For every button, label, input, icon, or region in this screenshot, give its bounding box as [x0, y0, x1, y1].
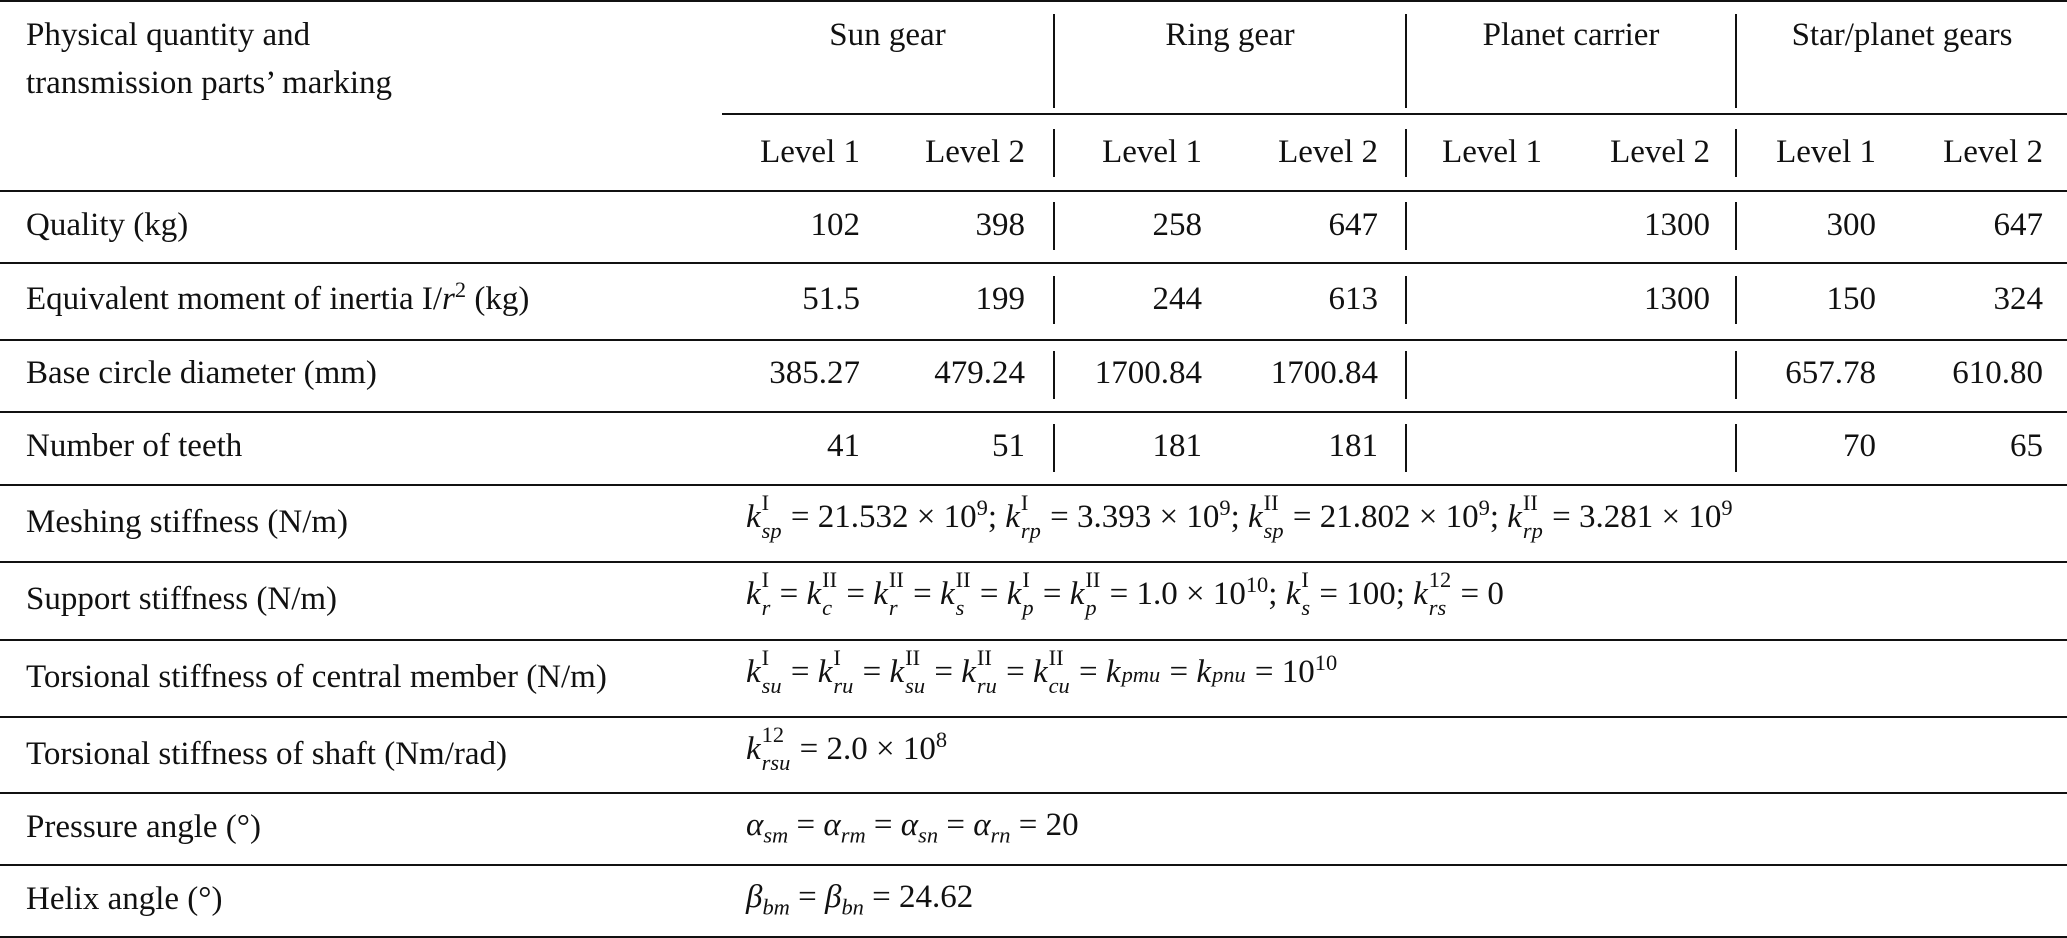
formula-torsional-shaft: k 12 rsu = $2.0 \times 10^8$: [746, 722, 948, 776]
row-divider: [1405, 202, 1407, 250]
cell-value: 479.24: [934, 355, 1025, 391]
cell-value: 1700.84: [1270, 355, 1378, 391]
row-divider: [1053, 351, 1055, 399]
header-first-col-line1: Physical quantity and: [26, 17, 311, 53]
cell-value: 199: [975, 281, 1025, 317]
row-divider: [1405, 351, 1407, 399]
rule-row: [0, 411, 2067, 413]
cell-value: 102: [810, 207, 860, 243]
formula-torsional-central: k I su = k I ru = k II su = k II ru = k II cu = k pmu = k pnu = $10^{10}$: [746, 645, 1338, 699]
cell-value: 51: [992, 428, 1025, 464]
cell-value: 244: [1152, 281, 1202, 317]
cell-value: 398: [975, 207, 1025, 243]
rule-group-sub: [722, 113, 2067, 115]
label-prefix: Equivalent moment of inertia I/: [26, 281, 443, 317]
cell-value: 41: [827, 428, 860, 464]
row-label-pressure: Pressure angle (°): [26, 809, 261, 845]
cell-value: 258: [1152, 207, 1202, 243]
cell-value: 181: [1152, 428, 1202, 464]
cell-value: 150: [1826, 281, 1876, 317]
header-star-planet-gears: Star/planet gears: [1791, 17, 2013, 53]
rule-row: [0, 639, 2067, 641]
cell-value: 300: [1826, 207, 1876, 243]
cell-value: 181: [1328, 428, 1378, 464]
cell-value: 657.78: [1785, 355, 1876, 391]
header-level: Level 2: [1943, 134, 2043, 170]
row-label-base-circle: Base circle diameter (mm): [26, 355, 377, 391]
cell-value: 51.5: [802, 281, 860, 317]
row-divider: [1053, 276, 1055, 324]
cell-value: 70: [1843, 428, 1876, 464]
rule-row: [0, 262, 2067, 264]
row-label-torsional-central: Torsional stiffness of central member (N/m): [26, 659, 607, 695]
row-label-helix: Helix angle (°): [26, 881, 223, 917]
header-level: Level 2: [1278, 134, 1378, 170]
row-label-torsional-shaft: Torsional stiffness of shaft (Nm/rad): [26, 736, 507, 772]
cell-value: 324: [1993, 281, 2043, 317]
rule-header-bottom: [0, 190, 2067, 192]
row-divider: [1053, 202, 1055, 250]
label-suffix: (kg): [466, 281, 530, 317]
rule-row: [0, 339, 2067, 341]
row-label-meshing: Meshing stiffness (N/m): [26, 504, 349, 540]
rule-row: [0, 484, 2067, 486]
header-first-col-line2: transmission parts’ marking: [26, 65, 392, 101]
cell-value: 65: [2010, 428, 2043, 464]
rule-top: [0, 0, 2067, 2]
row-label-teeth: Number of teeth: [26, 428, 243, 464]
rule-row: [0, 792, 2067, 794]
row-label-inertia: [26, 277, 530, 317]
header-level: Level 1: [760, 134, 860, 170]
header-level: Level 2: [1610, 134, 1710, 170]
cell-value: 1300: [1644, 207, 1710, 243]
header-level: Level 2: [925, 134, 1025, 170]
header-planet-carrier: Planet carrier: [1482, 17, 1660, 53]
cell-value: 613: [1328, 281, 1378, 317]
header-level: Level 1: [1776, 134, 1876, 170]
header-ring-gear: Ring gear: [1165, 17, 1295, 53]
rule-row: [0, 561, 2067, 563]
row-divider: [1405, 424, 1407, 472]
cell-value: 647: [1328, 207, 1378, 243]
row-divider: [1053, 424, 1055, 472]
cell-value: 610.80: [1952, 355, 2043, 391]
formula-support: k I r = k II c = k II r = k II s = k I p = k II p = $1.0 \times 10^{10}$; k I s = 100; k 12 rs = 0: [746, 567, 1504, 621]
formula-pressure: $\alpha_{sm} = \alpha_{rm} = \alpha_{sn} = \alpha_{rn} = 20$: [746, 807, 1079, 848]
label-var: r: [442, 281, 455, 317]
header-level: Level 1: [1442, 134, 1542, 170]
row-label-quality: Quality (kg): [26, 207, 189, 243]
cell-value: 1300: [1644, 281, 1710, 317]
formula-meshing: k I sp = $21.532 \times 10^9$; k I rp = $3.393 \times 10^9$; k II sp = $21.802 \times 10^9$; k II rp = $3.281 \times 10^9$: [746, 490, 1733, 544]
label-exp: 2: [454, 277, 467, 302]
rule-row: [0, 716, 2067, 718]
level-divider: [1053, 129, 1055, 177]
formula-helix: $\beta_{bm} = \beta_{bn} = 24.62$: [746, 879, 974, 920]
row-label-support: Support stiffness (N/m): [26, 581, 338, 617]
rule-row: [0, 864, 2067, 866]
header-level: Level 1: [1102, 134, 1202, 170]
header-sun-gear: Sun gear: [829, 17, 946, 53]
cell-value: 385.27: [769, 355, 860, 391]
cell-value: 647: [1993, 207, 2043, 243]
cell-value: 1700.84: [1094, 355, 1202, 391]
row-divider: [1405, 276, 1407, 324]
